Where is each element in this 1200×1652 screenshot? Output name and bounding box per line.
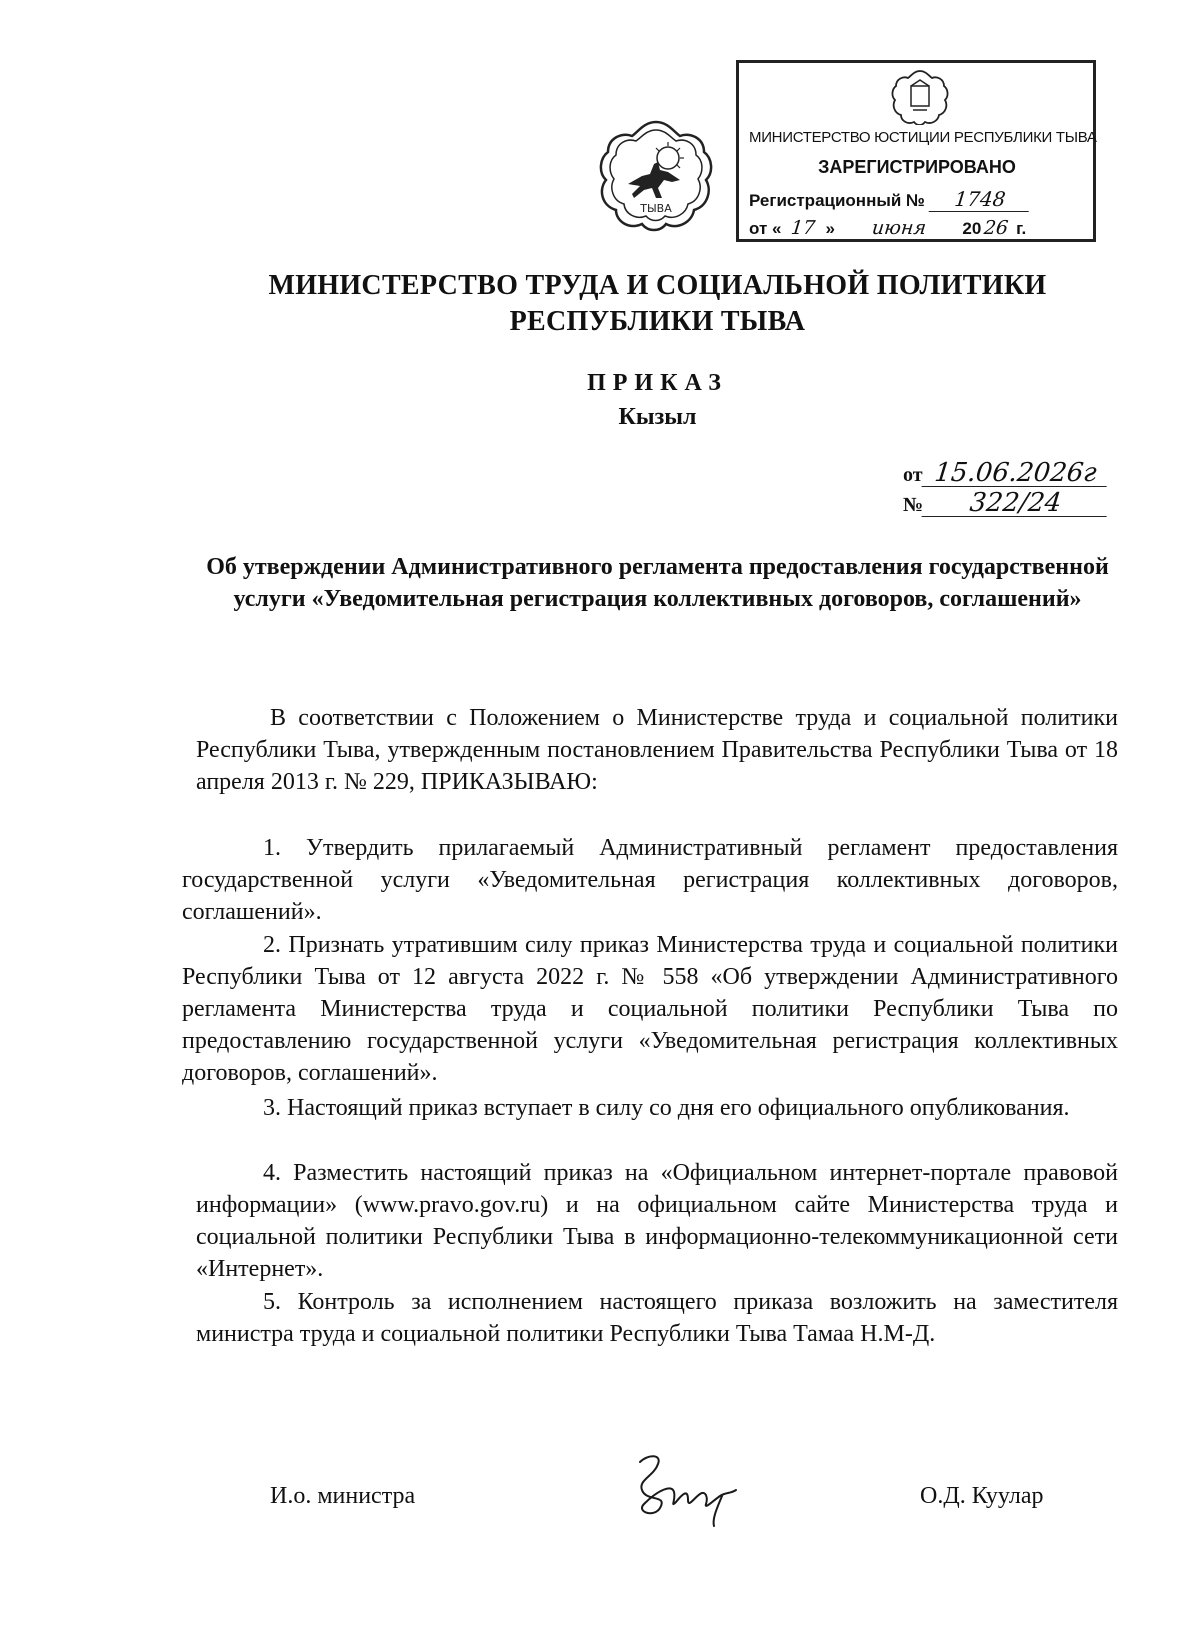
- document-title: Об утверждении Административного регламента предоставления государственной услуги «Уведомительная регистрация коллективных договоров, соглашений»: [206, 554, 1109, 612]
- stamp-status: ЗАРЕГИСТРИРОВАНО: [818, 157, 1016, 177]
- registration-stamp: [736, 60, 1096, 242]
- document-city: Кызыл: [618, 404, 697, 430]
- order-item-5: 5. Контроль за исполнением настоящего приказа возложить на заместителя министра труда и социальной политики Республики Тыва Тамаа Н.М-Д.: [196, 1289, 1118, 1347]
- stamp-date-prefix: от «: [749, 219, 782, 238]
- preamble-paragraph: В соответствии с Положением о Министерстве труда и социальной политики Республики Тыва, утвержденным постановлением Правительства Республики Тыва от 18 апреля 2013 г. № 229, ПРИКАЗЫВАЮ:: [196, 705, 1118, 795]
- stamp-reg-number-handwritten: 1748: [928, 187, 1031, 212]
- justice-emblem-icon: [891, 69, 949, 125]
- ministry-line-1: МИНИСТЕРСТВО ТРУДА И СОЦИАЛЬНОЙ ПОЛИТИКИ: [268, 270, 1047, 301]
- stamp-organization: МИНИСТЕРСТВО ЮСТИЦИИ РЕСПУБЛИКИ ТЫВА: [749, 129, 1097, 146]
- order-item-3: 3. Настоящий приказ вступает в силу со дня его официального опубликования.: [263, 1095, 1070, 1121]
- order-item-1: 1. Утвердить прилагаемый Административный регламент предоставления государственной услуги «Уведомительная регистрация коллективных договоров, соглашений».: [182, 835, 1118, 925]
- svg-text:ТЫВА: ТЫВА: [640, 202, 672, 215]
- document-type: ПРИКАЗ: [587, 370, 728, 396]
- stamp-date-day: 17: [780, 217, 826, 240]
- signatory-position: И.о. министра: [270, 1483, 416, 1509]
- order-date-handwritten: 15.06.2026г: [921, 460, 1109, 487]
- stamp-date-month: июня: [838, 217, 958, 240]
- stamp-reg-label: Регистрационный №: [749, 191, 925, 210]
- ministry-name: [0, 268, 1200, 340]
- order-item-4: 4. Разместить настоящий приказ на «Официальном интернет-портале правовой информации» (www.pravo.gov.ru) и на официальном сайте Министерства труда и социальной политики Республики Тыва в информационно-телекоммуникационной сети «Интернет».: [196, 1160, 1118, 1282]
- order-date-label: от: [903, 464, 923, 486]
- stamp-registration-date: [749, 217, 1085, 240]
- stamp-registration-number: [749, 187, 1085, 212]
- ministry-line-2: РЕСПУБЛИКИ ТЫВА: [509, 306, 806, 337]
- republic-emblem: [596, 118, 716, 236]
- order-number-label: №: [903, 494, 924, 516]
- tuva-coat-of-arms-icon: [596, 118, 716, 236]
- signatory-name: О.Д. Куулар: [920, 1483, 1044, 1509]
- signature-icon: [618, 1450, 748, 1530]
- order-item-2: 2. Признать утратившим силу приказ Министерства труда и социальной политики Республики Тыва от 12 августа 2022 г. № 558 «Об утверждении Административного регламента Министерства труда и социальной политики Республики Тыва по предоставлению государственной услуги «Уведомительная регистрация коллективных договоров, соглашений».: [182, 932, 1118, 1086]
- order-number-handwritten: 322/24: [922, 490, 1110, 517]
- handwritten-signature: [618, 1450, 748, 1530]
- stamp-date-year-prefix: 20: [962, 219, 982, 238]
- order-date: [903, 460, 1108, 487]
- order-number: [903, 490, 1108, 517]
- stamp-date-year-suffix: 26: [980, 217, 1012, 240]
- stamp-date-suffix: г.: [1016, 219, 1027, 238]
- stamp-date-mid: »: [825, 219, 835, 238]
